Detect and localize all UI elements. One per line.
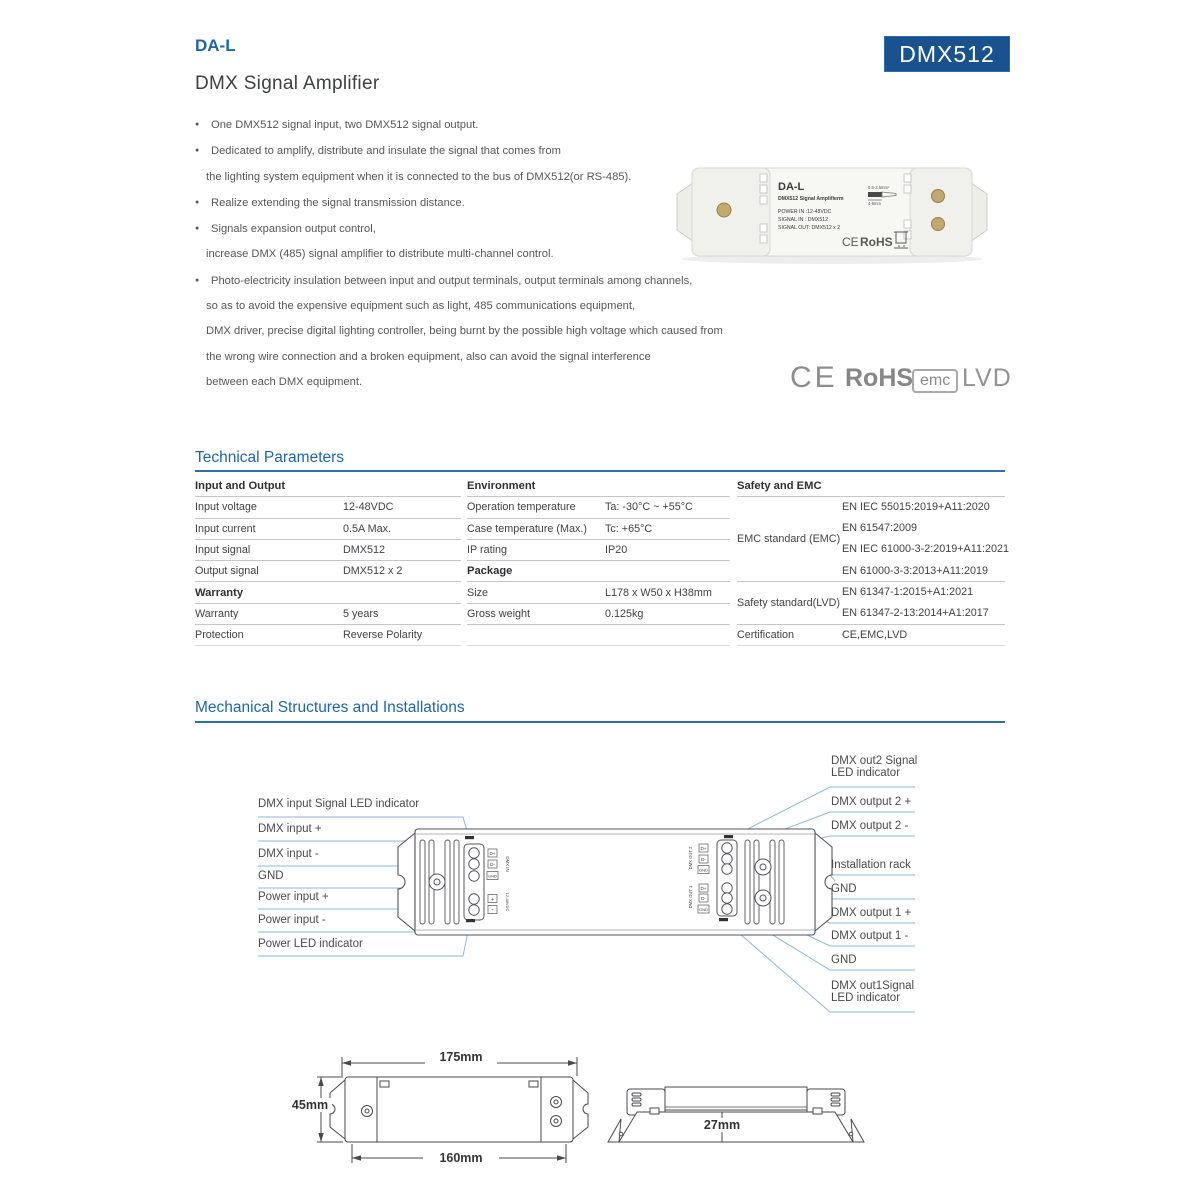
photo-wire-spec: 0.5-2.5mm² — [868, 185, 890, 190]
feature-line: ● Dedicated to amplify, distribute and insulate the signal that comes from — [195, 138, 723, 164]
dim-width-total: 175mm — [425, 1050, 497, 1064]
callout-gnd-out1: GND — [831, 954, 857, 966]
bullet-icon: ● — [195, 225, 200, 233]
feature-line: between each DMX equipment. — [206, 375, 363, 388]
dimension-drawings — [280, 1045, 880, 1195]
table-row: IP rating IP20 — [467, 540, 730, 561]
callout-gnd-out2: GND — [831, 883, 857, 895]
photo-name: DMX512 Signal Amplifierm — [778, 196, 844, 202]
feature-line: ● Photo-electricity insulation between input and output terminals, output terminals among channels, — [195, 268, 723, 294]
lvd-mark: LVD — [962, 364, 1012, 392]
table-row-emc: EMC standard (EMC) EN IEC 55015:2019+A11:2020 EN 61547:2009 EN IEC 61000-3-2:2019+A11:2021 EN 61000-3-3:2013+A11:2019 — [737, 497, 1005, 582]
callout-dmx-input-plus: DMX input + — [258, 823, 322, 835]
svg-text:DMX OUT 2: DMX OUT 2 — [688, 846, 693, 870]
svg-text:DMX IN: DMX IN — [505, 856, 510, 872]
svg-text:GND: GND — [699, 867, 708, 873]
callout-out1-led: DMX out1Signal LED indicator — [831, 980, 915, 1004]
photo-rohs-mark: RoHS — [860, 235, 893, 249]
top-view — [330, 1077, 588, 1142]
svg-text:12-48VDC: 12-48VDC — [505, 892, 510, 912]
svg-text:D-: D- — [701, 857, 706, 862]
table-header: Warranty — [195, 582, 461, 603]
callout-dmx-output2-plus: DMX output 2 + — [831, 796, 912, 808]
svg-text:D+: D+ — [700, 886, 707, 891]
feature-line: the wrong wire connection and a broken equipment, also can avoid the signal interference — [206, 350, 651, 363]
table-header: Input and Output — [195, 476, 461, 497]
table-row: Input signal DMX512 — [195, 540, 461, 561]
table-row: Gross weight 0.125kg — [467, 604, 730, 625]
rohs-mark: RoHS — [845, 364, 914, 392]
bullet-icon: ● — [195, 276, 200, 284]
feature-line: the lighting system equipment when it is connected to the bus of DMX512(or RS-485). — [206, 170, 632, 183]
protocol-badge: DMX512 — [884, 36, 1010, 72]
table-row-lvd: Safety standard(LVD) EN 61347-1:2015+A1:2021 EN 61347-2-13:2014+A1:2017 — [737, 582, 1005, 625]
photo-signal-out: SIGNAL OUT: DMX512 x 2 — [778, 225, 841, 231]
callout-power-input-minus: Power input - — [258, 914, 326, 926]
feature-list — [195, 112, 723, 395]
svg-text:GND: GND — [488, 873, 497, 879]
callout-dmx-output1-plus: DMX output 1 + — [831, 907, 912, 919]
feature-line: so as to avoid the expensive equipment such as light, 485 communications equipment, — [206, 300, 636, 313]
svg-text:D-: D- — [490, 862, 495, 867]
table-row: Input voltage 12-48VDC — [195, 497, 461, 518]
page-subtitle: DMX Signal Amplifier — [195, 73, 380, 94]
section-title-mechanical: Mechanical Structures and Installations — [195, 699, 465, 716]
callout-out2-led: DMX out2 Signal LED indicator — [831, 755, 918, 779]
section-rule — [195, 470, 1005, 472]
table-col-environment — [467, 476, 730, 646]
feature-line: ● One DMX512 signal input, two DMX512 signal output. — [195, 112, 723, 138]
dim-width-inner: 160mm — [423, 1151, 499, 1165]
feature-line: DMX driver, precise digital lighting controller, being burnt by the possible high voltage which caused from — [206, 325, 723, 338]
table-header: Environment — [467, 476, 730, 497]
svg-text:GND: GND — [699, 907, 708, 912]
table-row: Case temperature (Max.) Tc: +65°C — [467, 519, 730, 540]
table-row-certification: Certification CE,EMC,LVD — [737, 625, 1005, 646]
photo-model: DA-L — [778, 181, 805, 193]
table-col-input-output — [195, 476, 461, 646]
emc-mark: emc — [912, 369, 958, 393]
product-photo — [672, 158, 992, 268]
bullet-icon: ● — [195, 147, 200, 155]
section-rule — [195, 721, 1005, 723]
svg-text:+: + — [490, 896, 495, 903]
table-row: Input current 0.5A Max. — [195, 519, 461, 540]
feature-line: ● Realize extending the signal transmission distance. — [195, 190, 723, 216]
side-view — [608, 1087, 864, 1142]
device-body — [398, 829, 832, 935]
table-header: Package — [467, 561, 730, 582]
callout-dmx-input-led: DMX input Signal LED indicator — [258, 798, 420, 810]
svg-text:-: - — [491, 907, 494, 913]
dim-depth: 27mm — [698, 1118, 746, 1132]
svg-text:D+: D+ — [489, 851, 496, 856]
callout-dmx-output1-minus: DMX output 1 - — [831, 930, 909, 942]
photo-ce-mark: CE — [842, 235, 859, 249]
technical-table — [195, 476, 1009, 651]
table-header: Safety and EMC — [737, 476, 1005, 497]
table-col-safety-emc — [737, 476, 1009, 646]
table-row: Operation temperature Ta: -30°C ~ +55°C — [467, 497, 730, 518]
callout-power-led: Power LED indicator — [258, 938, 363, 950]
photo-signal-in: SIGNAL IN : DMX512 — [778, 217, 828, 223]
callout-dmx-output2-minus: DMX output 2 - — [831, 820, 909, 832]
photo-strip-length: 4-5mm — [868, 201, 882, 206]
callout-installation-rack: Installation rack — [831, 859, 911, 871]
callout-gnd-left: GND — [258, 870, 284, 882]
feature-line: ● Signals expansion output control, — [195, 216, 723, 242]
bullet-icon: ● — [195, 121, 200, 128]
callout-power-input-plus: Power input + — [258, 891, 329, 903]
table-row: Size L178 x W50 x H38mm — [467, 582, 730, 603]
callout-dmx-input-minus: DMX input - — [258, 848, 319, 860]
bullet-icon: ● — [195, 198, 200, 206]
photo-power: POWER IN :12-48VDC — [778, 209, 832, 215]
section-title-technical: Technical Parameters — [195, 449, 345, 466]
table-row: Protection Reverse Polarity — [195, 625, 461, 646]
svg-text:D+: D+ — [700, 846, 707, 851]
table-row: Output signal DMX512 x 2 — [195, 561, 461, 582]
ce-mark: CE — [790, 361, 838, 394]
svg-text:D-: D- — [701, 896, 706, 901]
svg-text:DMX OUT 1: DMX OUT 1 — [688, 885, 693, 909]
page-title: DA-L — [195, 36, 236, 55]
dim-height: 45mm — [288, 1098, 332, 1112]
table-row: Warranty 5 years — [195, 604, 461, 625]
feature-line: increase DMX (485) signal amplifier to distribute multi-channel control. — [206, 248, 554, 261]
table-row-empty — [467, 625, 730, 646]
